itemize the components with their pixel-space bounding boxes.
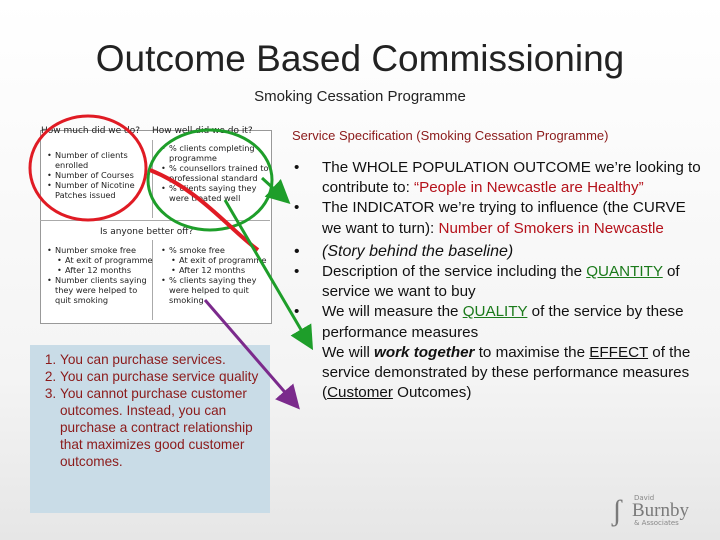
left-sub-item: • At exit of programme [65, 255, 154, 265]
spec-bullet: • The WHOLE POPULATION OUTCOME we’re looking to contribute to: “People in Newcastle are Healthy” [294, 159, 701, 197]
spec-bullet: • Description of the service including the QUANTITY of service we want to buy [294, 263, 680, 301]
slide-title: Outcome Based Commissioning [95, 38, 625, 79]
right-sub-item: • At exit of programme [179, 255, 268, 265]
number-smoke-free: Number smoke free [55, 245, 136, 255]
spec-list [292, 158, 702, 403]
left-bottom-item: • Number clients saying they were helped to quit smoking [55, 275, 154, 305]
better-off-left-list [46, 245, 154, 305]
left-sub-item: • After 12 months [65, 265, 154, 275]
how-much-item: • Number of clients enrolled [55, 150, 154, 170]
how-well-item: • % clients completing programme [169, 143, 270, 163]
spec-bullet: We will work together to maximise the EFFECT of the service demonstrated by these performance measures (Customer Outcomes) [322, 343, 691, 402]
how-much-item: • Number of Courses [55, 170, 154, 180]
slide-subtitle: Smoking Cessation Programme [254, 88, 466, 105]
how-well-item: • % clients saying they were treated well [169, 183, 270, 203]
diagram-divider-horizontal [40, 220, 270, 221]
how-well-label: How well did we do it? [152, 126, 253, 136]
spec-heading: Service Specification (Smoking Cessation Programme) [292, 128, 609, 143]
how-well-list [160, 143, 270, 203]
percent-smoke-free: % smoke free [169, 245, 225, 255]
right-bottom-item: • % clients saying they were helped to quit smoking [169, 275, 268, 305]
spec-bullet: • The INDICATOR we’re trying to influence (the CURVE we want to turn): Number of Smokers in Newcastle [294, 199, 686, 237]
better-off-right-list [160, 245, 268, 305]
note-item: 3. You cannot purchase customer outcomes. Instead, you can purchase a contract relationship that maximizes good customer outcomes. [60, 385, 262, 470]
how-much-label: How much did we do? [41, 126, 141, 136]
company-logo: ʃ David Burnby & Associates [612, 494, 689, 527]
note-item: 1. You can purchase services. [60, 351, 262, 368]
how-much-item: • Number of Nicotine Patches issued [55, 180, 154, 200]
note-item: 2. You can purchase service quality [60, 368, 262, 385]
how-well-item: • % counsellors trained to professional standard [169, 163, 270, 183]
spec-bullet: • (Story behind the baseline) [294, 242, 514, 260]
purchase-note-box [30, 345, 270, 513]
better-off-label: Is anyone better off? [100, 227, 194, 237]
right-sub-item: • After 12 months [179, 265, 268, 275]
spec-bullet: • We will measure the QUALITY of the service by these performance measures [294, 303, 684, 341]
how-much-list [46, 150, 154, 200]
